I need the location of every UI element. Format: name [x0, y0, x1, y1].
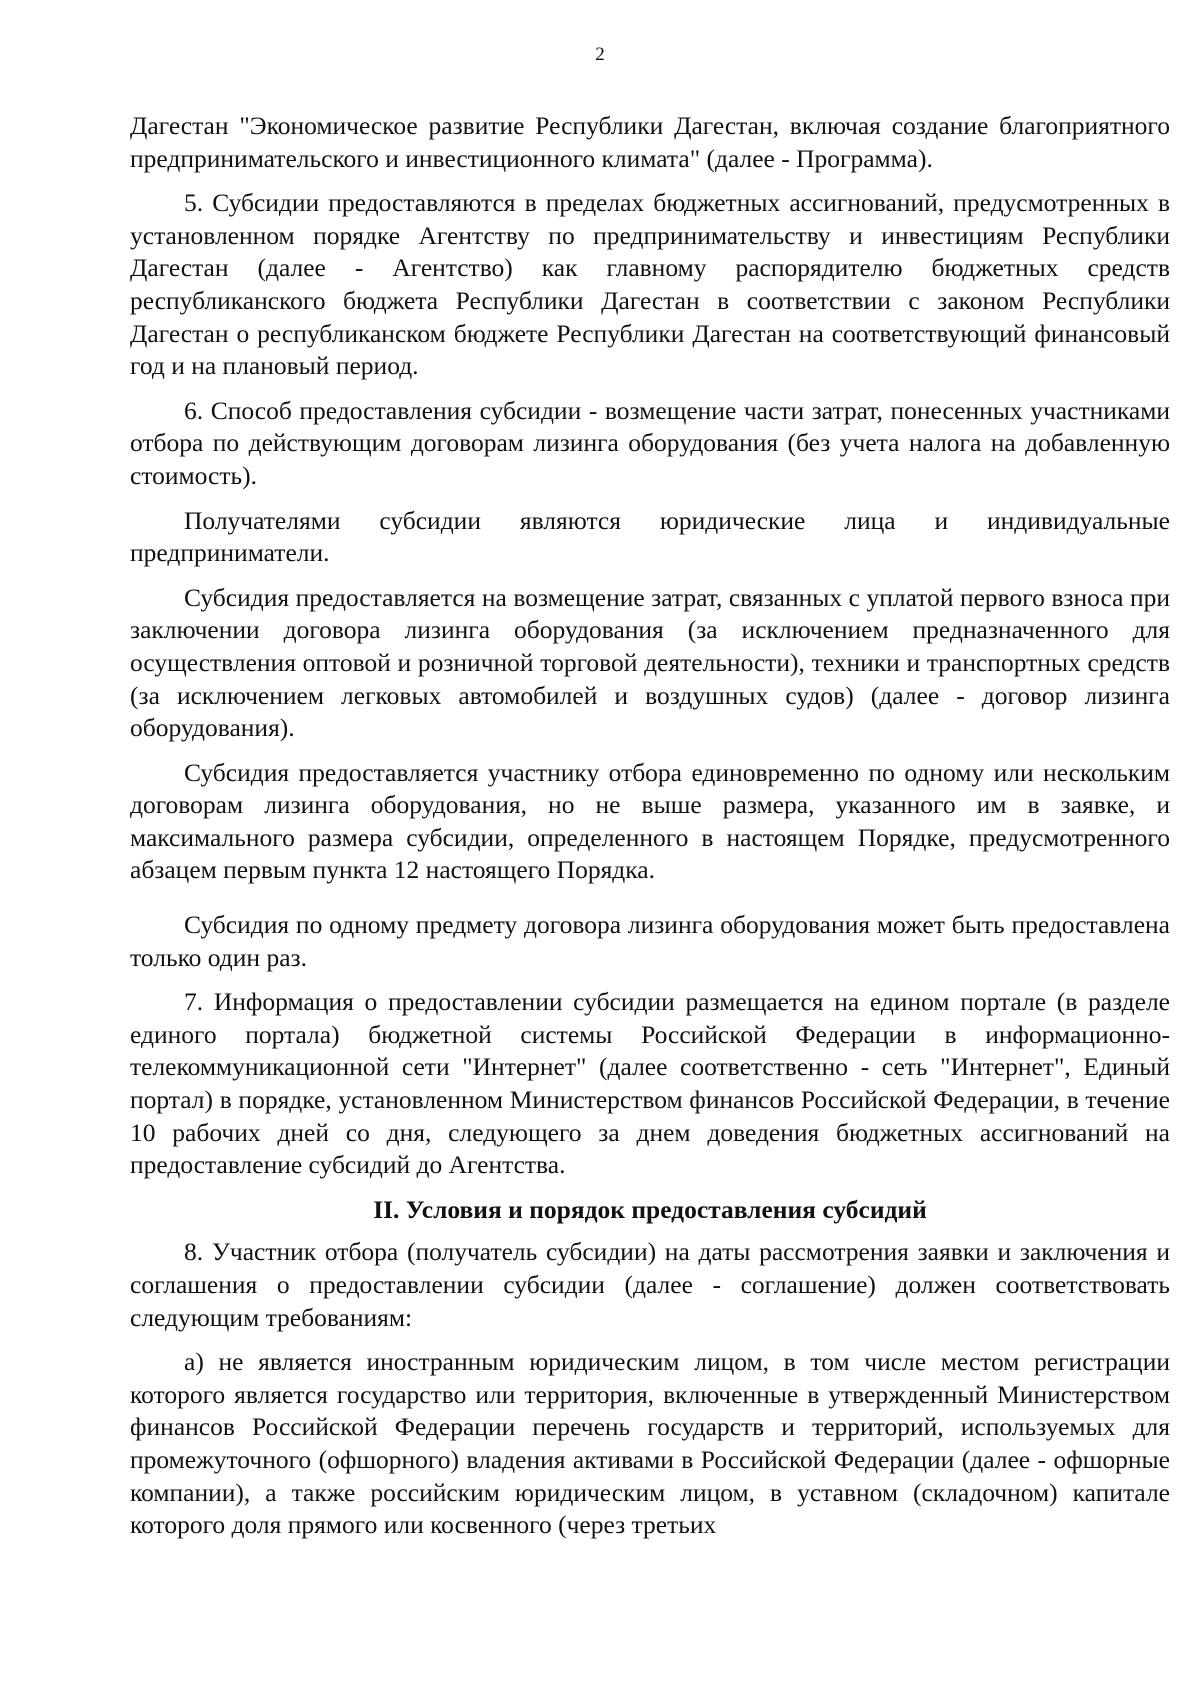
paragraph-item-8a: а) не является иностранным юридическим лицом, в том числе местом регистрации которого является государство или территория, включенные в утвержденный Министерством финансов Российской Федерации перечень государств и территорий, используемых для промежуточного (офшорного) владения активами в Российской Федерации (далее - офшорные компании), а также российским юридическим лицом, в уставном (складочном) капитале которого доля прямого или косвенного (через третьих [130, 1347, 1170, 1540]
paragraph-item-8: 8. Участник отбора (получатель субсидии) на даты рассмотрения заявки и заключения и соглашения о предоставлении субсидии (далее - соглашение) должен соответствовать следующим требованиям: [130, 1237, 1170, 1332]
paragraph-item-5: 5. Субсидии предоставляются в пределах бюджетных ассигнований, предусмотренных в установленном порядке Агентству по предпринимательству и инвестициям Республики Дагестан (далее - Агентство) как главному распорядителю бюджетных средств республиканского бюджета Республики Дагестан в соответствии с законом Республики Дагестан о республиканском бюджете Республики Дагестан на соответствующий финансовый год и на плановый период. [130, 188, 1170, 381]
paragraph-subsidy-onetime: Субсидия предоставляется участнику отбора единовременно по одному или нескольким договорам лизинга оборудования, но не выше размера, указанного им в заявке, и максимального размера субсидии, определенного в настоящем Порядке, предусмотренного абзацем первым пункта 12 настоящего Порядка. [130, 757, 1170, 885]
paragraph-item-7: 7. Информация о предоставлении субсидии размещается на едином портале (в разделе единого портала) бюджетной системы Российской Федерации в информационно-телекоммуникационной сети "Интернет" (далее соответственно - сеть "Интернет", Единый портал) в порядке, установленном Министерством финансов Российской Федерации, в течение 10 рабочих дней со дня, следующего за днем доведения бюджетных ассигнований на предоставление субсидий до Агентства. [130, 987, 1170, 1180]
paragraph-item-6: 6. Способ предоставления субсидии - возмещение части затрат, понесенных участниками отбора по действующим договорам лизинга оборудования (без учета налога на добавленную стоимость). [130, 395, 1170, 490]
section-heading: II. Условия и порядок предоставления субсидий [373, 1194, 927, 1224]
page-number: 2 [595, 44, 605, 65]
paragraph-recipients: Получателями субсидии являются юридические лица и индивидуальные предприниматели. [130, 505, 1170, 568]
paragraph-subsidy-purpose: Субсидия предоставляется на возмещение затрат, связанных с уплатой первого взноса при заключении договора лизинга оборудования (за исключением предназначенного для осуществления оптовой и розничной торговой деятельности), техники и транспортных средств (за исключением легковых автомобилей и воздушных судов) (далее - договор лизинга оборудования). [130, 582, 1170, 743]
document-body [130, 110, 1170, 1554]
paragraph-program-continuation: Дагестан "Экономическое развитие Республики Дагестан, включая создание благоприятного предпринимательского и инвестиционного климата" (далее - Программа). [130, 111, 1170, 173]
paragraph-subsidy-once: Субсидия по одному предмету договора лизинга оборудования может быть предоставлена только один раз. [130, 910, 1170, 972]
